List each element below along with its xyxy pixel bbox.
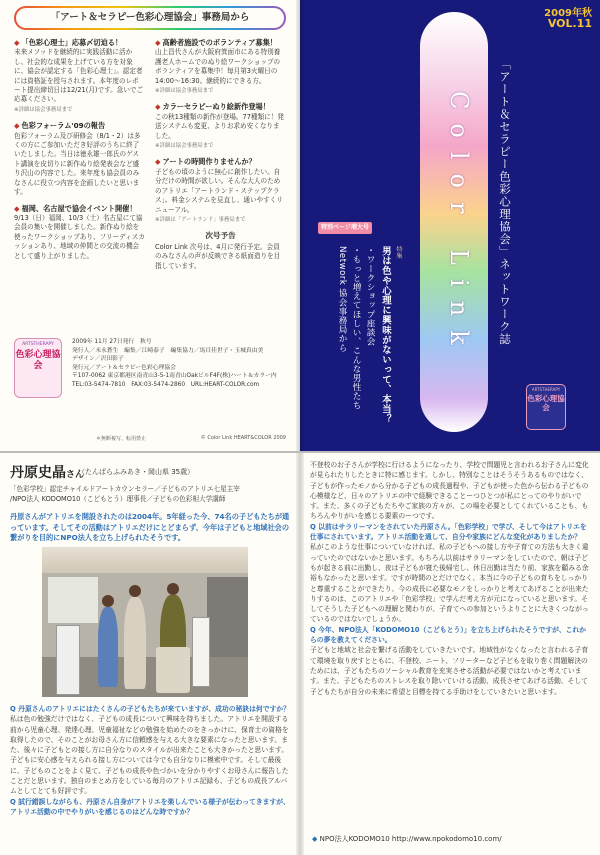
colophon-line: 発行人／末永蒼生 編集／江崎泰子 編集協力／馬目佳世子・玉城真由美	[72, 347, 264, 354]
news-item	[155, 157, 286, 225]
news-column-left	[14, 38, 145, 328]
news-header-banner	[14, 6, 286, 30]
copyright: © Color Link HEART&COLOR 2009	[200, 435, 286, 441]
colophon-line: デザイン／沢田影子	[72, 356, 124, 363]
atelier-photo	[42, 547, 248, 697]
question: Q 丹原さんのアトリエにはたくさんの子どもたちが来ていますが、成功の秘訣は何ですか？	[10, 705, 290, 713]
interviewee-reading: （たんばらふみあき・岡山県 35歳）	[78, 468, 195, 476]
news-note: ※詳細は「アートランド」事務局まで	[155, 216, 246, 223]
logo-wordmark: 色彩心理協会	[527, 394, 565, 412]
feature-subitem: ・もっと増えてほしい、こんな男性たち	[351, 246, 361, 410]
interviewee-name	[10, 462, 84, 482]
issue-volume: VOL.11	[547, 17, 592, 30]
question: Q 今年、NPO法人「KODOMO10（こどもとう）」を立ち上げられたそうですが、これからの夢を教えてください。	[310, 625, 587, 645]
news-body: 9/13（日）福岡、10/3（土）名古屋にて協会員の集いを開催しました。新作ぬり絵を使ったワークショップあり、フリーディスカッションあり、地域の仲間との交流の機会として盛り上がりました。	[14, 213, 145, 260]
interviewee-name-text: 丹原史晶	[10, 465, 66, 481]
profile-line: 「色彩学校」認定チャイルドアートカウンセラー／子どものアトリエ七星主宰	[10, 485, 240, 493]
colophon	[72, 338, 286, 390]
news-note: ※詳細は協会事務局まで	[14, 106, 73, 113]
diamond-icon: ◆	[14, 38, 20, 47]
news-item	[155, 102, 286, 151]
npo-link-line	[312, 834, 502, 844]
article-lead: 丹原さんがアトリエを開設されたのは2004年。5年経った今、74名の子どもたちが通っています。そしてその活動はアトリエだけにとどまらず、今年は子どもと地域社会の繋がりを目的にNPO法人を立ち上げられたそうです。	[10, 512, 290, 543]
news-header-title: 「アート＆セラピー色彩心理協会」事務局から	[16, 8, 284, 28]
npo-url[interactable]: http://www.npokodomo10.com/	[391, 835, 502, 843]
news-item	[14, 204, 145, 261]
next-issue-title: 次号予告	[205, 231, 236, 241]
diamond-icon: ◆	[312, 835, 318, 843]
diamond-icon: ◆	[14, 121, 20, 131]
footer-notes	[96, 435, 286, 442]
network-subtitle: 「アート＆セラピー色彩心理協会」ネットワーク誌	[498, 58, 512, 346]
news-body: 山上昌代さんが大阪府箕面市にある特別養護老人ホームでのぬり絵ワークショップのボランティアを募集中！毎月第3火曜日の14:00〜16:30。継続的にできる方。	[155, 48, 281, 85]
news-body: 子どもの頃のように無心に創作したい。自分だけの時間が欲しい。そんな大人のためのアトリエ「アートランド・ステップクラス」。料金システムを見直し、通いやすくリニューアル。	[155, 167, 283, 214]
news-title: 福岡、名古屋で協会イベント開催！	[21, 203, 137, 213]
logo-wordmark: 色彩心理協会	[15, 350, 61, 371]
colophon-line: 発行元／アート＆セラピー色彩心理協会	[72, 364, 176, 371]
logo-caption: ARTSTHERAPY	[22, 342, 54, 347]
colophon-line: 2009年 11月 27日発行 秋号	[72, 339, 152, 345]
magazine-title: Color Link	[445, 91, 473, 359]
diamond-icon: ◆	[155, 102, 161, 112]
diamond-icon: ◆	[155, 38, 161, 47]
news-title: 高齢者施設でのボランティア募集！	[162, 38, 277, 47]
colophon-line: TEL:03-5474-7810 FAX:03-5474-2860 URL:HEART-COLOR.com	[72, 381, 260, 388]
news-item	[14, 38, 145, 115]
news-column-right	[155, 38, 286, 328]
spine-shadow	[296, 0, 304, 855]
article-body	[310, 460, 592, 697]
news-title: 色彩フォーラム'09の報告	[21, 121, 106, 131]
cover-logo	[526, 384, 566, 430]
question: Q 試行錯誤しながらも、丹原さん自身がアトリエを楽しんでいる様子が伝わってきますが、アトリエ活動の中でやりがいを感じるのはどんな時ですか？	[10, 797, 290, 816]
news-body: 色彩フォーラム及び研修会（8/1・2）は多くの方にご参加いただき好評のうちに終了いたしました。当日は徳永雄一郎氏のゲスト講演を皮切りに新作ぬり絵発表会など盛り沢山の内容でした。来年度も協会員のみなさんに役立つ内容を企画したいと思います。	[14, 131, 141, 197]
answer: 私がこのような仕事についていなければ、私の子どもへの接し方や子育ての方法も大きく違っていたのではないかと思います。もちろん以前はサラリーマンをしていたので、朝は子どもが起きる前に出勤し、夜は子どもが寝た後帰宅し、休日出勤は当たり前、家族を顧みる余裕もなかったと思います。ですが時間のとだけでなく、本当に今の子どもの育ちをしっかりと尊重することができたり、今の成長に必要なモノをしっかりと考えてあげることが出来たりするのは、このアトリエや「色彩学校」で学んだ考え方が元になっていると思います。そしてそうした子どもへの理解と関わりが、子育てへの参加というよりことに大きくつながっているのではないでしょうか。	[310, 543, 589, 624]
interviewee-profile	[10, 485, 292, 504]
profile-line: /NPO法人 KODOMO10（こどもとう）理事長／子どもの色彩相大学講師	[10, 494, 226, 503]
news-title: カラーセラピーぬり絵新作登場！	[162, 102, 270, 112]
news-item	[14, 121, 145, 197]
feature-headline: 男は色や心理に興味がないって、本当？	[380, 246, 391, 425]
scan-divider	[0, 451, 600, 453]
issue-season: 2009年秋	[544, 8, 592, 19]
logo-caption: ARTSTHERAPY	[531, 387, 561, 392]
cover-page	[300, 0, 600, 452]
answer: 子どもと地域と社会を繋げる活動をしていきたいです。地域性がなくなったと言われる子育て環境を取り戻すとともに、不登校、ニート、フリーターなど子どもを取り巻く問題解決のためには、子どもたちのソーシャル教育を充実させる活動が必要ではないかと考えています。また、子どもたちのストレスを取り除いていける活動、成長させてあげる活動、そして子どもたちが自分の未来に希望と目標を持てる手助けをしていきたいと思います。	[310, 646, 589, 696]
question: Q 以前はサラリーマンをされていた丹原さん。「色彩学校」で学び、そして今はアトリエを仕事にされています。アトリエ活動を通して、自分や家族にどんな変化がありましたか？	[310, 522, 587, 542]
next-issue-body: Color Link 次号は、4月に発行予定。会員のみなさんの声が反映できる紙面造りを目指しています。	[155, 242, 281, 270]
newsletter-page	[0, 0, 300, 452]
news-item	[155, 38, 286, 96]
qa-block	[10, 704, 292, 817]
interview-page-right	[300, 452, 600, 855]
special-issue-badge: 特別ページ増大号	[318, 222, 372, 234]
news-title: アートの時間作りませんか？	[162, 157, 256, 167]
news-columns	[14, 38, 286, 328]
feature-label: 特集	[395, 246, 402, 259]
news-note: ※詳細は協会事務局まで	[155, 88, 214, 95]
diamond-icon: ◆	[14, 203, 20, 213]
npo-name: NPO法人KODOMO10	[319, 835, 390, 843]
news-note: ※詳細は協会事務局まで	[155, 143, 214, 150]
feature-subitem: Network 協会事務局から	[337, 246, 347, 353]
news-body: 未来メソッドを継続的に実践活動に活かし、社会的な成果を上げている方を対象に、協会が認定する「色彩心理士」。認定者には資格証を授与されます。本年度のレポート提出締切日は12/21(月)です。急いでご応募ください。	[14, 48, 144, 104]
answer: 私は色の勉強だけではなく、子どもの成長について興味を持ちました。アトリエを開設する前から児童心理、発達心理、児童福祉などの勉強を始めたのをきっかけに、保育士の資格を取得したので、そのことがお母さん方に信頼感を与える大きな要素になったと思います。また、後々に子どもとの接し方に自分なりのスタイルが出来たことも大きかったと思います。子どもに安心感を与えられる接し方については今でも自分なりに模索中です。そして最後に、子どものことをよく見て、子どもの成長や色づかいを分かりやすくお母さんに報告したことだと思います。独自のまとめ方をしている毎月のアトリエ記録も、子どもの成長アルバムとしてとても好評です。	[10, 715, 289, 796]
copy-prohibited-note: ＊無断複写、転用禁止	[96, 436, 147, 442]
answer: 不登校のお子さんが学校に行けるようになったり、学校で問題児と言われるお子さんに変化が見られたりしたときに特に感じます。しかし、特別なことはそうそうあるものではなく、子どもが作ったモノから分かる子どもの成長過程や、子どもが使った色から伝わる子どもの心模様など、日々のアトリエの中で経験できることーつひとつが私にとってのやりがいです。また、多くの子どもたちやご家族の方々が、この場を必要としてくれていることも、もちろんやりがいを感じる要素のーつです。	[310, 461, 589, 521]
diamond-icon: ◆	[155, 157, 161, 167]
colophon-line: 〒107-0062 東京都港区南青山3-5-1南青山OakビルF4F(株)ハート＆カラー内	[72, 373, 277, 380]
association-logo	[14, 338, 62, 398]
feature-subitem: ・ワークショップ座談会	[365, 246, 375, 347]
news-body: この秋13種類の新作が登場。77種類に！発送システムも変更、よりお求め安くなりました。	[155, 112, 284, 140]
name-suffix: さん	[66, 470, 85, 480]
interview-page-left	[0, 452, 300, 855]
news-title: 「色彩心理士」応募〆切迫る！	[21, 38, 123, 47]
